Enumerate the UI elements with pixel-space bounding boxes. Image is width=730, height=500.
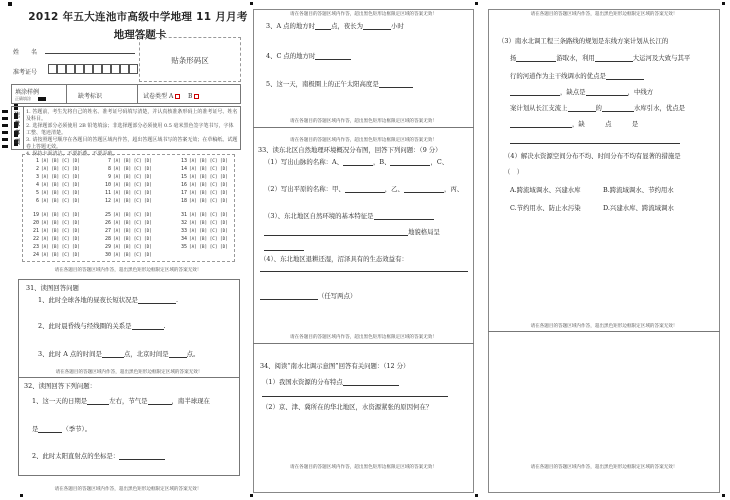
q34-line1: （1）我国水资源的分布特点 xyxy=(262,378,399,386)
note-line: 2. 选择题部分必须使用 2B 铅笔填涂；非选择题部分必须使用 0.5 毫米黑色签字笔书写，字体工整、笔迹清楚。 xyxy=(26,123,234,136)
paper-type-a: A xyxy=(168,93,174,100)
note-line: 1. 答题前，考生先将自己的姓名、准考证号码填写清楚，并认真核准条形码上的准考证号、姓名及科目。 xyxy=(26,109,238,122)
answer-line[interactable] xyxy=(262,396,448,397)
blank[interactable] xyxy=(606,73,644,80)
mc-question-number: 28 xyxy=(104,236,111,242)
notes-box xyxy=(11,106,241,157)
mc-question-number: 25 xyxy=(104,212,111,218)
mc-question-row xyxy=(28,228,80,234)
barcode-label: 贴条形码区 xyxy=(171,56,209,65)
q33-line3c xyxy=(264,243,304,251)
q34-4-option-a: A.跨流域调水、兴建水库 xyxy=(510,186,581,194)
name-label: 姓 名 xyxy=(13,49,38,56)
mc-options[interactable]: [A] [B] [C] [D] xyxy=(189,159,228,164)
q33-title: 33、读东北区自然地理环境概况分布图，回答下列问题：（9 分） xyxy=(258,146,442,154)
fill-sample-row xyxy=(11,84,241,104)
warning-text: 请在各题目的答题区域内作答，超出黑色矩形边框限定区域的答案无效！ xyxy=(289,465,437,470)
mc-options[interactable]: [A] [B] [C] [D] xyxy=(113,237,152,242)
exam-title: 2012 年五大连池市高级中学地理 11 月月考 xyxy=(28,11,248,23)
q31-line2: 2、此时晨昏线与经线圈的关系是 . xyxy=(38,322,166,330)
mc-options[interactable]: [A] [B] [C] [D] xyxy=(113,175,152,180)
mc-question-number: 20 xyxy=(32,220,39,226)
mc-options[interactable]: [A] [B] [C] [D] xyxy=(113,159,152,164)
mc-options[interactable]: [A] [B] [C] [D] xyxy=(41,253,80,258)
mc-question-number: 26 xyxy=(104,220,111,226)
fill-sample-label: 填涂样例 xyxy=(15,89,40,96)
q34-4-option-b: B.跨流域调水、节约用水 xyxy=(603,186,674,194)
mc-question-number: 27 xyxy=(104,228,111,234)
mc-question-row xyxy=(28,244,80,250)
paper-type xyxy=(143,91,201,100)
mc-options[interactable]: [A] [B] [C] [D] xyxy=(113,213,152,218)
blank[interactable] xyxy=(132,323,164,330)
mc-question-row xyxy=(176,190,228,196)
paper-type-label: 试卷类型 xyxy=(143,93,168,100)
blank[interactable] xyxy=(260,293,318,300)
mc-question-row xyxy=(28,158,80,164)
blank[interactable] xyxy=(510,121,572,128)
blank[interactable] xyxy=(169,351,187,358)
mc-options[interactable]: [A] [B] [C] [D] xyxy=(41,191,80,196)
blank[interactable] xyxy=(264,229,408,236)
mc-options[interactable]: [A] [B] [C] [D] xyxy=(41,167,80,172)
mc-options[interactable]: [A] [B] [C] [D] xyxy=(189,221,228,226)
paper-type-b: B xyxy=(188,93,193,100)
mc-question-number: 13 xyxy=(180,158,187,164)
mc-options[interactable]: [A] [B] [C] [D] xyxy=(113,253,152,258)
mc-question-row xyxy=(28,212,80,218)
mc-options[interactable]: [A] [B] [C] [D] xyxy=(41,213,80,218)
exam-no-label: 准考证号 xyxy=(13,69,38,76)
mc-question-number: 24 xyxy=(32,252,39,258)
mc-question-number: 11 xyxy=(104,190,111,196)
mc-question-number: 12 xyxy=(104,198,111,204)
mc-question-number: 14 xyxy=(180,166,187,172)
warning-text: 请在各题目的答题区域内作答，超出黑色矩形边框限定区域的答案无效！ xyxy=(289,12,437,17)
mc-question-number: 22 xyxy=(32,236,39,242)
blank[interactable] xyxy=(315,53,351,60)
mc-options[interactable]: [A] [B] [C] [D] xyxy=(41,199,80,204)
mc-question-number: 29 xyxy=(104,244,111,250)
blank[interactable] xyxy=(87,398,109,405)
mc-options[interactable]: [A] [B] [C] [D] xyxy=(41,245,80,250)
mc-options[interactable]: [A] [B] [C] [D] xyxy=(189,183,228,188)
q34-4-paren[interactable]: （ ） xyxy=(504,168,524,176)
q33-line3b: 地貌格局呈 xyxy=(264,228,440,236)
q32-line2: 是 （季节）。 xyxy=(32,425,92,433)
blank[interactable] xyxy=(390,159,430,166)
mc-question-row xyxy=(100,220,152,226)
q34-3-line1: （3）南水北调工程三条路线的规划是东线方案计划从长江的 xyxy=(498,37,669,45)
mc-question-row xyxy=(28,236,80,242)
mc-question-number: 35 xyxy=(180,244,187,250)
blank[interactable] xyxy=(510,89,560,96)
mc-options[interactable]: [A] [B] [C] [D] xyxy=(189,199,228,204)
mc-question-number: 19 xyxy=(32,212,39,218)
q34-4-option-d: D.兴建水库、跨流域调水 xyxy=(603,204,674,212)
mc-question-row xyxy=(176,236,228,242)
mc-question-row xyxy=(176,182,228,188)
mc-question-row xyxy=(176,166,228,172)
blank[interactable] xyxy=(138,297,176,304)
q-c-time: 4、C 点的地方时 xyxy=(266,52,351,60)
q32-line1: 1、这一天的日期是 左右，节气是 ，南半球现在 xyxy=(32,397,210,405)
barcode-area xyxy=(139,37,241,82)
mc-options[interactable]: [A] [B] [C] [D] xyxy=(189,213,228,218)
mc-options[interactable]: [A] [B] [C] [D] xyxy=(41,221,80,226)
blank[interactable] xyxy=(602,105,634,112)
blank[interactable] xyxy=(148,398,172,405)
mc-question-number: 16 xyxy=(180,182,187,188)
q33-line2: （2）写出平原的名称：甲、 ，乙、 ，丙、 xyxy=(264,185,464,193)
note-line: 3. 请按照题号顺序在各题目的答题区域内作答，超出答题区域书写的答案无效；在草稿纸、试题卷上答题无效。 xyxy=(26,137,238,150)
warning-text: 请在各题目的答题区域内作答，超出黑色矩形边框限定区域的答案无效！ xyxy=(289,119,437,124)
mc-question-row xyxy=(176,198,228,204)
mc-question-number: 23 xyxy=(32,244,39,250)
mc-question-number: 32 xyxy=(180,220,187,226)
blank[interactable] xyxy=(374,213,434,220)
q34-line2: （2）京、津、冀所在的华北地区，水资源紧张的原因何在？ xyxy=(262,403,433,411)
mc-question-row xyxy=(28,190,80,196)
mc-question-row xyxy=(100,158,152,164)
blank[interactable] xyxy=(102,351,124,358)
q33-line1: （1）写出山脉的名称：A、 ，B、 ，C、 xyxy=(264,158,449,166)
q34-3-line6: ，缺 点 是 xyxy=(510,120,638,128)
mc-options[interactable]: [A] [B] [C] [D] xyxy=(41,175,80,180)
mc-question-number: 2 xyxy=(35,166,39,172)
warning-text: 请在各题目的答题区域内作答，超出黑色矩形边框限定区域的答案无效！ xyxy=(530,12,678,17)
mc-options[interactable]: [A] [B] [C] [D] xyxy=(41,237,80,242)
mc-options[interactable]: [A] [B] [C] [D] xyxy=(113,199,152,204)
q33-line4b: （任写两点） xyxy=(260,292,356,300)
mc-options[interactable]: [A] [B] [C] [D] xyxy=(113,221,152,226)
blank[interactable] xyxy=(568,105,596,112)
warning-text: 请在各题目的答题区域内作答，超出黑色矩形边框限定区域的答案无效！ xyxy=(530,465,678,470)
notes-side-label: 注意事项 xyxy=(14,112,21,146)
blank[interactable] xyxy=(119,453,165,460)
q-a-time: 3、A 点的地方时 点，夜长为 小时 xyxy=(266,22,404,30)
mc-options[interactable]: [A] [B] [C] [D] xyxy=(189,167,228,172)
q-solar-altitude: 5、这一天，南极圈上的正午太阳高度是 xyxy=(266,80,413,88)
sheet-title: 地理答题卡 xyxy=(113,29,167,41)
mc-question-row xyxy=(176,244,228,250)
q33-line3: （3）、东北地区自然环境的基本特征是 xyxy=(264,212,434,220)
mc-options[interactable]: [A] [B] [C] [D] xyxy=(189,229,228,234)
mc-options[interactable]: [A] [B] [C] [D] xyxy=(189,175,228,180)
q32-title: 32、读图回答下列问题： xyxy=(24,382,97,390)
mc-question-row xyxy=(100,244,152,250)
column-3-frame xyxy=(488,9,720,493)
mc-question-number: 5 xyxy=(35,190,39,196)
mc-question-row xyxy=(28,198,80,204)
mc-question-row xyxy=(100,198,152,204)
mc-options[interactable]: [A] [B] [C] [D] xyxy=(189,245,228,250)
blank[interactable] xyxy=(343,379,399,386)
warning-text: 请在各题目的答题区域内作答，超出黑色矩形边框限定区域的答案无效！ xyxy=(55,370,203,375)
mc-options[interactable]: [A] [B] [C] [D] xyxy=(41,183,80,188)
paper-type-b-checkbox[interactable] xyxy=(194,94,199,99)
mc-question-number: 17 xyxy=(180,190,187,196)
q33-line4: （4）、东北地区退耕还湿，沼泽具有的生态效益有： xyxy=(260,255,408,263)
mc-question-row xyxy=(176,158,228,164)
q31-title: 31、读图回答问题 xyxy=(26,284,79,292)
answer-line[interactable] xyxy=(510,143,680,144)
mc-question-row xyxy=(100,236,152,242)
q34-3-line4: ，缺点是 ，中线方 xyxy=(510,88,653,96)
q34-3-line5: 案计划从长江支流上 的 水库引水，优点是 xyxy=(510,104,686,112)
mc-options[interactable]: [A] [B] [C] [D] xyxy=(113,183,152,188)
mc-question-row xyxy=(28,252,80,258)
mc-question-row xyxy=(176,174,228,180)
missing-label: 缺考标识 xyxy=(78,93,103,100)
mc-question-row xyxy=(100,228,152,234)
mc-question-row xyxy=(100,190,152,196)
mc-question-row xyxy=(28,166,80,172)
blank[interactable] xyxy=(586,89,628,96)
blank[interactable] xyxy=(264,244,304,251)
filled-bubble-icon xyxy=(38,97,46,101)
mc-question-number: 9 xyxy=(107,174,111,180)
blank[interactable] xyxy=(516,55,556,62)
mc-question-row xyxy=(28,220,80,226)
fill-sample-small: 正确填涂 xyxy=(15,96,31,101)
mc-question-row xyxy=(28,182,80,188)
mc-question-row xyxy=(176,220,228,226)
mc-question-number: 3 xyxy=(35,174,39,180)
q31-line3: 3、此时 A 点的时间是 点，北京时间是 点。 xyxy=(38,350,200,358)
paper-type-a-checkbox[interactable] xyxy=(175,94,180,99)
mc-question-number: 8 xyxy=(107,166,111,172)
blank[interactable] xyxy=(379,81,413,88)
blank[interactable] xyxy=(404,186,444,193)
mc-question-row xyxy=(100,252,152,258)
blank[interactable] xyxy=(345,186,385,193)
mc-question-row xyxy=(100,174,152,180)
mc-question-row xyxy=(100,212,152,218)
q32-line3: 2、此时太阳直射点的坐标是： xyxy=(32,452,165,460)
mc-question-row xyxy=(176,212,228,218)
mc-question-number: 30 xyxy=(104,252,111,258)
mc-question-number: 15 xyxy=(180,174,187,180)
mc-question-row xyxy=(176,228,228,234)
mc-question-number: 31 xyxy=(180,212,187,218)
mc-options[interactable]: [A] [B] [C] [D] xyxy=(41,159,80,164)
mc-question-row xyxy=(100,182,152,188)
blank[interactable] xyxy=(595,55,633,62)
name-field[interactable] xyxy=(45,53,135,54)
q34-4-stem: （4）解决水资源空间分布不均、时间分布不均有显著的措施是 xyxy=(504,152,681,160)
mc-question-row xyxy=(28,174,80,180)
mc-question-number: 6 xyxy=(35,198,39,204)
mc-question-number: 4 xyxy=(35,182,39,188)
q34-3-line3: 行的河道作为主干线调水的优点是 xyxy=(510,72,644,80)
blank[interactable] xyxy=(38,426,62,433)
mc-question-number: 10 xyxy=(104,182,111,188)
blank[interactable] xyxy=(363,23,391,30)
blank[interactable] xyxy=(343,159,373,166)
mc-options[interactable]: [A] [B] [C] [D] xyxy=(113,229,152,234)
mc-question-number: 1 xyxy=(35,158,39,164)
q31-line1: 1、此时全球各地的昼夜长短状况是 . xyxy=(38,296,178,304)
mc-question-number: 7 xyxy=(107,158,111,164)
q34-title: 34、阅读“南水北调示意图”回答有关问题：（12 分） xyxy=(260,362,410,370)
q34-4-option-c: C.节约用水、防止水污染 xyxy=(510,204,581,212)
q34-3-line2: 扬 游取水，利用 大运河及大致与其平 xyxy=(510,54,691,62)
mc-options[interactable]: [A] [B] [C] [D] xyxy=(113,245,152,250)
warning-text: 请在各题目的答题区域内作答，超出黑色矩形边框限定区域的答案无效！ xyxy=(289,138,437,143)
mc-options[interactable]: [A] [B] [C] [D] xyxy=(189,191,228,196)
mc-question-number: 34 xyxy=(180,236,187,242)
mc-options[interactable]: [A] [B] [C] [D] xyxy=(41,229,80,234)
mc-question-row xyxy=(100,166,152,172)
blank[interactable] xyxy=(315,23,331,30)
mc-options[interactable]: [A] [B] [C] [D] xyxy=(113,191,152,196)
note-line: 4. 保持卡面清洁，不要折叠、不要弄破。 xyxy=(26,151,118,157)
mc-options[interactable]: [A] [B] [C] [D] xyxy=(189,237,228,242)
mc-question-number: 18 xyxy=(180,198,187,204)
warning-text: 请在各题目的答题区域内作答，超出黑色矩形边框限定区域的答案无效！ xyxy=(54,268,202,273)
warning-text: 请在各题目的答题区域内作答，超出黑色矩形边框限定区域的答案无效！ xyxy=(530,324,678,329)
answer-line[interactable] xyxy=(260,271,468,272)
mc-question-number: 33 xyxy=(180,228,187,234)
mc-options[interactable]: [A] [B] [C] [D] xyxy=(113,167,152,172)
warning-text: 请在各题目的答题区域内作答，超出黑色矩形边框限定区域的答案无效！ xyxy=(54,487,202,492)
mc-question-number: 21 xyxy=(32,228,39,234)
warning-text: 请在各题目的答题区域内作答，超出黑色矩形边框限定区域的答案无效！ xyxy=(289,335,437,340)
